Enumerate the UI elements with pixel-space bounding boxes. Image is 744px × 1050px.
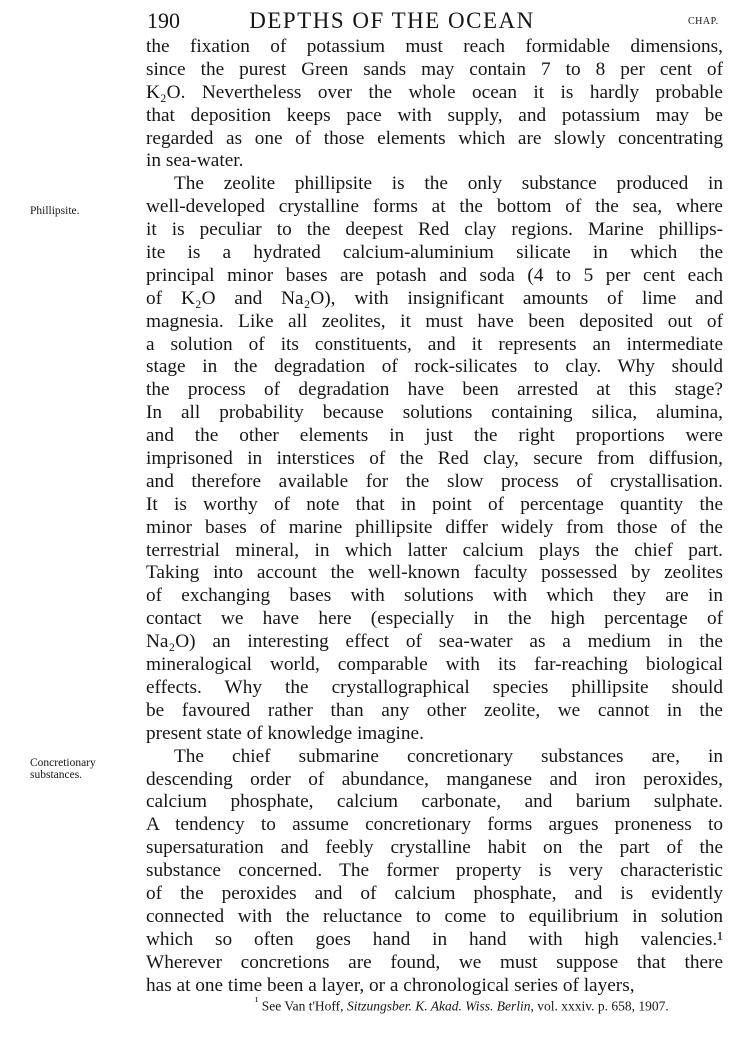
text-line: the process of degradation have been arrested at this stage? xyxy=(146,379,723,401)
text-line: principal minor bases are potash and soda (4 to 5 per cent each xyxy=(146,264,723,286)
text-line: calcium phosphate, calcium carbonate, and barium sulphate. xyxy=(146,791,723,813)
text-line: which so often goes hand in hand with high valencies.¹ xyxy=(146,928,723,950)
text-line: present state of knowledge imagine. xyxy=(146,722,424,744)
text-line: connected with the reluctance to come to equilibrium in solution xyxy=(146,905,723,927)
text-line: Wherever concretions are found, we must suppose that there xyxy=(146,951,723,973)
text-line: and the other elements in just the right proportions were xyxy=(146,425,723,447)
text-line: The zeolite phillipsite is the only substance produced in xyxy=(174,173,723,195)
chapter-label: CHAP. xyxy=(688,16,719,27)
text-line: Na₂O) an interesting effect of sea-water as a medium in the xyxy=(146,631,723,653)
text-line: It is worthy of note that in point of percentage quantity the xyxy=(146,493,723,515)
text-line: imprisoned in interstices of the Red clay, secure from diffusion, xyxy=(146,448,723,470)
paragraph xyxy=(146,36,723,173)
text-line: well-developed crystalline forms at the bottom of the sea, where xyxy=(146,196,723,218)
footnote-author: See Van t'Hoff, xyxy=(261,998,344,1014)
text-line: that deposition keeps pace with supply, and potassium may be xyxy=(146,104,723,126)
footnote-journal: Sitzungsber. K. Akad. Wiss. Berlin xyxy=(346,998,531,1014)
text-line: magnesia. Like all zeolites, it must have been deposited out of xyxy=(146,310,723,332)
text-line: the fixation of potassium must reach formidable dimensions, xyxy=(146,36,723,57)
text-line: In all probability because solutions containing silica, alumina, xyxy=(146,402,723,424)
text-line: regarded as one of those elements which are slowly concentrating xyxy=(146,127,723,149)
text-line: of the peroxides and of calcium phosphate, and is evidently xyxy=(146,882,723,904)
footnote-marker: ¹ xyxy=(255,996,259,1008)
margin-note-concretionary xyxy=(30,757,96,781)
text-line: minor bases of marine phillipsite differ widely from those of the xyxy=(146,516,723,538)
text-line: terrestrial mineral, in which latter calcium plays the chief part. xyxy=(146,539,723,561)
text-line: The chief submarine concretionary substances are, in xyxy=(174,745,723,767)
text-line: supersaturation and feebly crystalline habit on the part of the xyxy=(146,837,723,859)
margin-note-phillipsite: Phillipsite. xyxy=(30,205,80,217)
text-line: effects. Why the crystallographical species phillipsite should xyxy=(146,676,723,698)
footnote xyxy=(255,996,669,1015)
text-line: of exchanging bases with solutions with which they are in xyxy=(146,585,723,607)
text-line: K₂O. Nevertheless over the whole ocean it is hardly probable xyxy=(146,81,723,103)
text-line: of K₂O and Na₂O), with insignificant amounts of lime and xyxy=(146,287,723,309)
text-line: substance concerned. The former property is very characteristic xyxy=(146,860,723,882)
page-number: 190 xyxy=(147,8,180,33)
text-line: mineralogical world, comparable with its far-reaching biological xyxy=(146,654,723,676)
text-line: A tendency to assume concretionary forms argues proneness to xyxy=(146,814,723,836)
text-line: since the purest Green sands may contain 7 to 8 per cent of xyxy=(146,58,723,80)
text-line: ite is a hydrated calcium-aluminium silicate in which the xyxy=(146,242,723,264)
text-line: and therefore available for the slow process of crystallisation. xyxy=(146,470,723,492)
paragraph xyxy=(146,173,723,745)
text-line: Taking into account the well-known faculty possessed by zeolites xyxy=(146,562,723,584)
text-line: it is peculiar to the deepest Red clay regions. Marine phillips- xyxy=(146,219,723,241)
text-line: stage in the degradation of rock-silicates to clay. Why should xyxy=(146,356,723,378)
margin-note-line: substances. xyxy=(30,769,83,781)
text-line: be favoured rather than any other zeolite, we cannot in the xyxy=(146,699,723,721)
text-line: in sea-water. xyxy=(146,150,244,172)
text-line: contact we have here (especially in the high percentage of xyxy=(146,608,723,630)
footnote-details: , vol. xxxiv. p. 658, 1907. xyxy=(530,998,669,1014)
running-title: DEPTHS OF THE OCEAN xyxy=(249,8,535,33)
body-text xyxy=(146,36,723,997)
margin-note-line: Concretionary xyxy=(30,757,96,769)
text-line: a solution of its constituents, and it represents an intermediate xyxy=(146,333,723,355)
text-line: descending order of abundance, manganese and iron peroxides, xyxy=(146,768,723,790)
paragraph xyxy=(146,746,723,998)
text-line: has at one time been a layer, or a chronological series of layers, xyxy=(146,974,635,996)
